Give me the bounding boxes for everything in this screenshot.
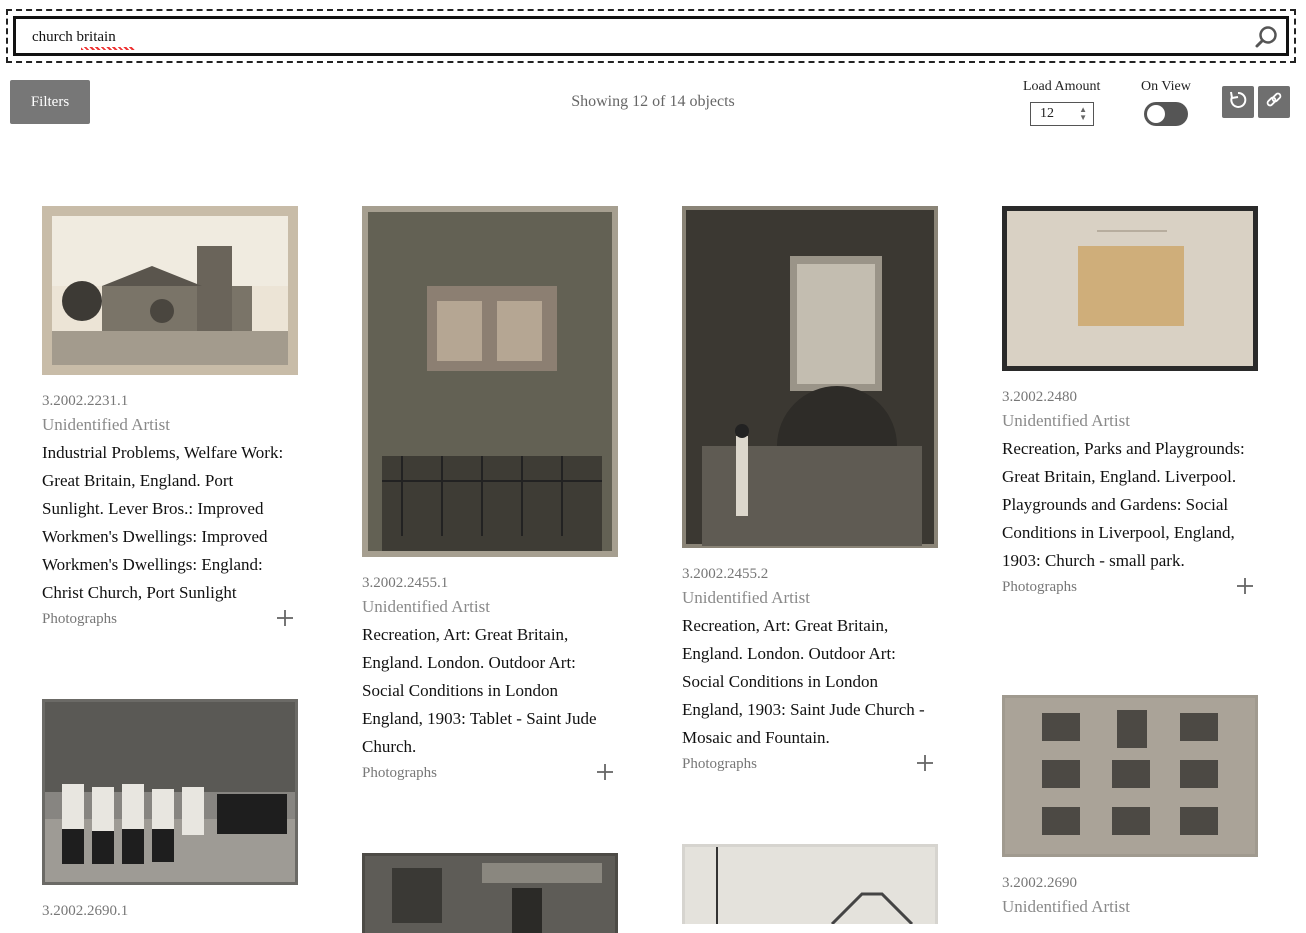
add-icon[interactable]: [914, 752, 936, 774]
filters-button[interactable]: Filters: [10, 80, 90, 124]
object-image[interactable]: [362, 853, 618, 933]
on-view-toggle[interactable]: [1144, 102, 1188, 126]
object-card[interactable]: [362, 206, 618, 785]
object-category: Photographs: [362, 765, 437, 781]
object-image[interactable]: [42, 699, 298, 885]
artist-name[interactable]: Unidentified Artist: [682, 588, 810, 607]
search-input[interactable]: [30, 28, 1214, 47]
artist-name[interactable]: Unidentified Artist: [42, 415, 170, 434]
object-image[interactable]: [1002, 695, 1258, 857]
load-amount-label: Load Amount: [1023, 79, 1101, 94]
search-box: [13, 16, 1289, 56]
accession-number: 3.2002.2455.2: [682, 566, 769, 582]
spellcheck-underline: [81, 47, 135, 50]
accession-number: 3.2002.2480: [1002, 389, 1077, 405]
load-amount-value: 12: [1040, 106, 1054, 121]
results-count: Showing 12 of 14 objects: [571, 93, 735, 110]
object-image[interactable]: [42, 206, 298, 375]
artist-name[interactable]: Unidentified Artist: [1002, 411, 1130, 430]
object-title[interactable]: Recreation, Parks and Playgrounds: Great Britain, England. Liverpool. Playgrounds and Gardens: Social Conditions in Liverpool, England, 1903: Church - small park.: [1002, 439, 1245, 570]
object-card[interactable]: [362, 853, 618, 933]
object-image[interactable]: [682, 206, 938, 548]
add-icon[interactable]: [274, 607, 296, 629]
add-icon[interactable]: [1234, 575, 1256, 597]
object-category: Photographs: [42, 611, 117, 627]
object-card[interactable]: [682, 844, 938, 924]
object-card[interactable]: [42, 206, 298, 631]
artist-name[interactable]: Unidentified Artist: [1002, 897, 1130, 916]
object-title[interactable]: Industrial Problems, Welfare Work: Great Britain, England. Port Sunlight. Lever Bros.: Improved Workmen's Dwellings: Improved Workmen's Dwellings: England: Christ Church, Port Sunlight: [42, 443, 284, 602]
object-title[interactable]: Recreation, Art: Great Britain, England. London. Outdoor Art: Social Conditions in London England, 1903: Saint Jude Church - Mosaic and Fountain.: [682, 616, 925, 747]
object-card[interactable]: [1002, 206, 1258, 599]
object-category: Photographs: [682, 756, 757, 772]
artist-name[interactable]: Unidentified Artist: [362, 597, 490, 616]
on-view-label: On View: [1141, 79, 1191, 94]
accession-number: 3.2002.2231.1: [42, 393, 129, 409]
object-card[interactable]: [1002, 695, 1258, 917]
spinner-arrows-icon[interactable]: ▲ ▼: [1079, 105, 1087, 122]
object-image[interactable]: [362, 206, 618, 557]
accession-number: 3.2002.2455.1: [362, 575, 449, 591]
search-icon[interactable]: [1254, 24, 1280, 54]
object-card[interactable]: [42, 699, 298, 920]
load-amount-input[interactable]: [1030, 102, 1094, 126]
link-icon: [1264, 90, 1284, 114]
toggle-knob: [1147, 105, 1165, 123]
object-card[interactable]: [682, 206, 938, 776]
object-title[interactable]: Recreation, Art: Great Britain, England. London. Outdoor Art: Social Conditions in London England, 1903: Tablet - Saint Jude Church.: [362, 625, 597, 756]
object-category: Photographs: [1002, 579, 1077, 595]
object-image[interactable]: [682, 844, 938, 924]
object-image[interactable]: [1002, 206, 1258, 371]
reset-icon: [1228, 90, 1248, 114]
search-bar: [6, 9, 1296, 63]
accession-number: 3.2002.2690.1: [42, 903, 129, 919]
reset-button[interactable]: [1222, 86, 1254, 118]
accession-number: 3.2002.2690: [1002, 875, 1077, 891]
add-icon[interactable]: [594, 761, 616, 783]
copy-link-button[interactable]: [1258, 86, 1290, 118]
